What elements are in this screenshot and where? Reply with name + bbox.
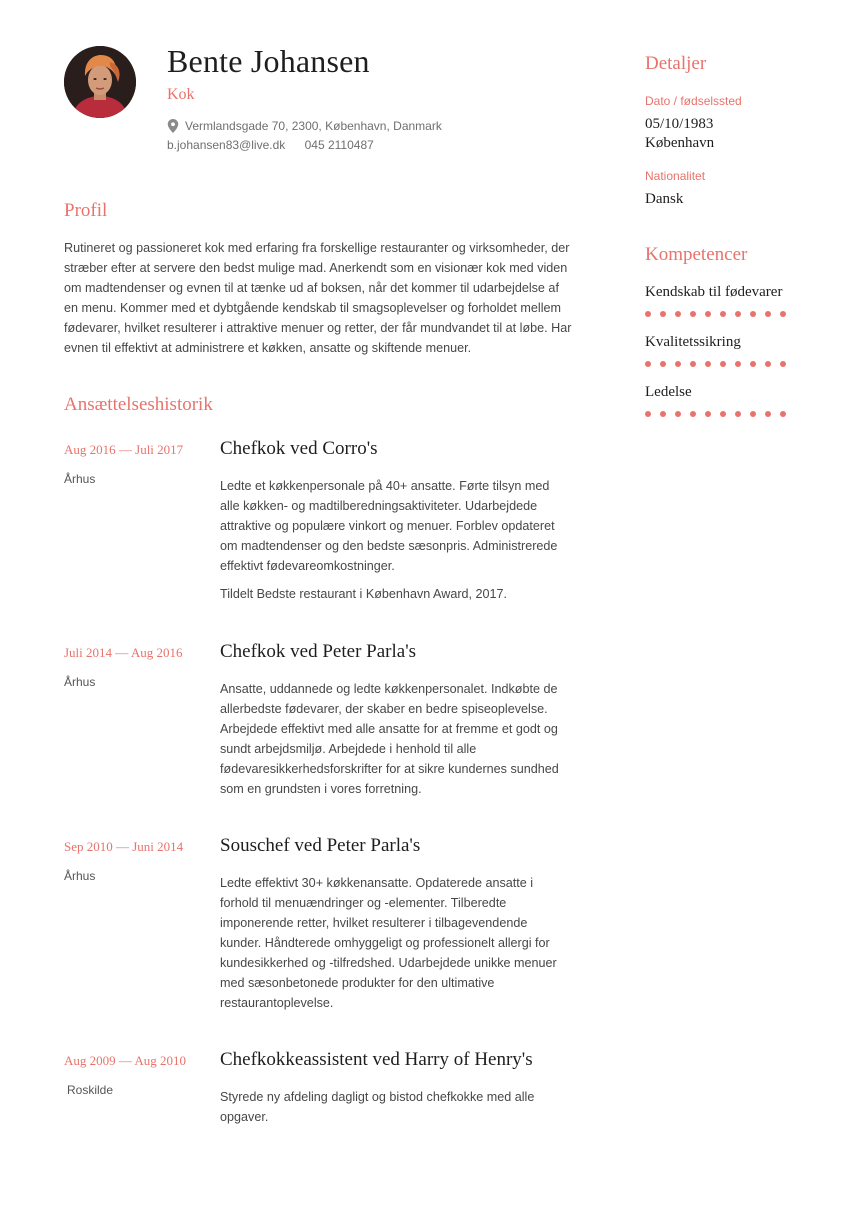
- avatar: [64, 46, 136, 118]
- job-date: Sep 2010 — Juni 2014: [64, 839, 184, 854]
- job-title: Chefkok ved Peter Parla's: [220, 641, 417, 662]
- skill-dot: [780, 361, 786, 367]
- skill-dot: [750, 311, 756, 317]
- skill-dot: [735, 361, 741, 367]
- profile-text: Rutineret og passioneret kok med erfaring fra forskellige restauranter og virksomheder, der stræber efter at servere den bedst mulige mad. Anerkendt som en visionær kok med viden om madtendenser og evnen til at tænke ud af boksen, når det kommer til udarbejdelse af en menu. Kommer med et dybtgående kendskab til smagsoplevelser og forholdet mellem fødevarer, hvilket resulterer i attraktive menuer og retter, der får mundvandet til at løbe. Har evnen til effektivt at administrere et køkken, ansatte og skiftende menuer.: [64, 241, 572, 355]
- skill-dot: [720, 411, 726, 417]
- skill-name: Kvalitetssikring: [645, 334, 741, 350]
- skill-name: Ledelse: [645, 384, 692, 400]
- job-date: Juli 2014 — Aug 2016: [64, 645, 183, 660]
- phone-number: 045 2110487: [304, 138, 374, 152]
- birth-label: Dato / fødselssted: [645, 94, 742, 108]
- job-description: Ledte effektivt 30+ køkkenansatte. Opdaterede ansatte i forhold til menuændringer og -elementer. Tilberedte imponerende retter, hvilket resulterer i tilbagevendende kunder. Håndterede omhyggeligt og professionelt allergi for kundesikkerhed og -tilfredshed. Udarbejdede unikke menuer med sæsonbetonede produkter for den ultimative restaurantoplevelse.: [220, 876, 557, 1010]
- skill-dot: [765, 361, 771, 367]
- address-text: Vermlandsgade 70, 2300, København, Danmark: [185, 119, 442, 133]
- skill-dot: [675, 361, 681, 367]
- skill-item: [645, 284, 805, 317]
- job-title: Souschef ved Peter Parla's: [220, 835, 421, 856]
- skill-dot: [735, 311, 741, 317]
- skill-dot: [705, 361, 711, 367]
- job-location: Århus: [64, 869, 96, 883]
- skill-dot: [645, 411, 651, 417]
- skill-dot: [645, 361, 651, 367]
- skill-dot: [750, 361, 756, 367]
- skill-dot: [675, 411, 681, 417]
- skills-heading: Kompetencer: [645, 244, 748, 265]
- job-description: Styrede ny afdeling dagligt og bistod chefkokke med alle opgaver.: [220, 1090, 535, 1124]
- nationality-label: Nationalitet: [645, 169, 706, 183]
- skill-dot: [690, 311, 696, 317]
- skill-dot: [735, 411, 741, 417]
- profile-photo: [64, 46, 136, 118]
- candidate-role: Kok: [167, 86, 195, 103]
- job-location: Århus: [64, 675, 96, 689]
- skill-dot: [690, 411, 696, 417]
- skill-dot: [750, 411, 756, 417]
- job-date: Aug 2016 — Juli 2017: [64, 442, 184, 457]
- location-pin-icon: [167, 119, 179, 133]
- skill-level-dots: [645, 311, 805, 317]
- job-description: [220, 476, 572, 604]
- skill-item: [645, 334, 805, 367]
- skill-dot: [675, 311, 681, 317]
- details-heading: Detaljer: [645, 53, 707, 74]
- skill-level-dots: [645, 411, 805, 417]
- skill-dot: [720, 361, 726, 367]
- candidate-name: Bente Johansen: [167, 43, 370, 79]
- skill-dot: [660, 311, 666, 317]
- skill-name: Kendskab til fødevarer: [645, 284, 783, 300]
- birth-place: København: [645, 135, 715, 151]
- skill-item: [645, 384, 805, 417]
- nationality-value: Dansk: [645, 191, 684, 207]
- job-location: Roskilde: [67, 1083, 114, 1097]
- profile-heading: Profil: [64, 200, 108, 221]
- skill-dot: [720, 311, 726, 317]
- skill-level-dots: [645, 361, 805, 367]
- job-date: Aug 2009 — Aug 2010: [64, 1053, 187, 1068]
- job-location: Århus: [64, 472, 96, 486]
- skill-dot: [765, 411, 771, 417]
- job-description: Ansatte, uddannede og ledte køkkenpersonalet. Indkøbte de allerbedste fødevarer, der skaber en bedre spiseoplevelse. Arbejdede effektivt med alle ansatte for at fremme et godt og sundt arbejdsmiljø. Arbejdede i henhold til alle fødevaresikkerhedsforskrifter for at sikre kundernes sundhed som en grundsten i vores forretning.: [220, 682, 559, 796]
- job-description-text: Ledte et køkkenpersonale på 40+ ansatte. Førte tilsyn med alle køkken- og madtilberedningsaktiviteter. Udarbejdede attraktive og populære vinkort og menuer. Forblev opdateret om madtendenser og den bedste sæsonpris. Administrerede effektivt fødevareomkostninger.: [220, 479, 558, 573]
- skill-dot: [705, 311, 711, 317]
- job-title: Chefkokkeassistent ved Harry of Henry's: [220, 1049, 533, 1070]
- address-row: [167, 119, 442, 133]
- skill-dot: [660, 361, 666, 367]
- skill-dot: [690, 361, 696, 367]
- skill-dot: [765, 311, 771, 317]
- employment-heading: Ansættelseshistorik: [64, 394, 213, 415]
- skill-dot: [705, 411, 711, 417]
- skill-dot: [645, 311, 651, 317]
- contact-row: [167, 138, 374, 152]
- job-title: Chefkok ved Corro's: [220, 438, 378, 459]
- skill-dot: [780, 411, 786, 417]
- email-link[interactable]: b.johansen83@live.dk: [167, 138, 286, 152]
- job-award-text: Tildelt Bedste restaurant i København Award, 2017.: [220, 587, 508, 601]
- birth-date: 05/10/1983: [645, 116, 714, 132]
- skill-dot: [660, 411, 666, 417]
- skill-dot: [780, 311, 786, 317]
